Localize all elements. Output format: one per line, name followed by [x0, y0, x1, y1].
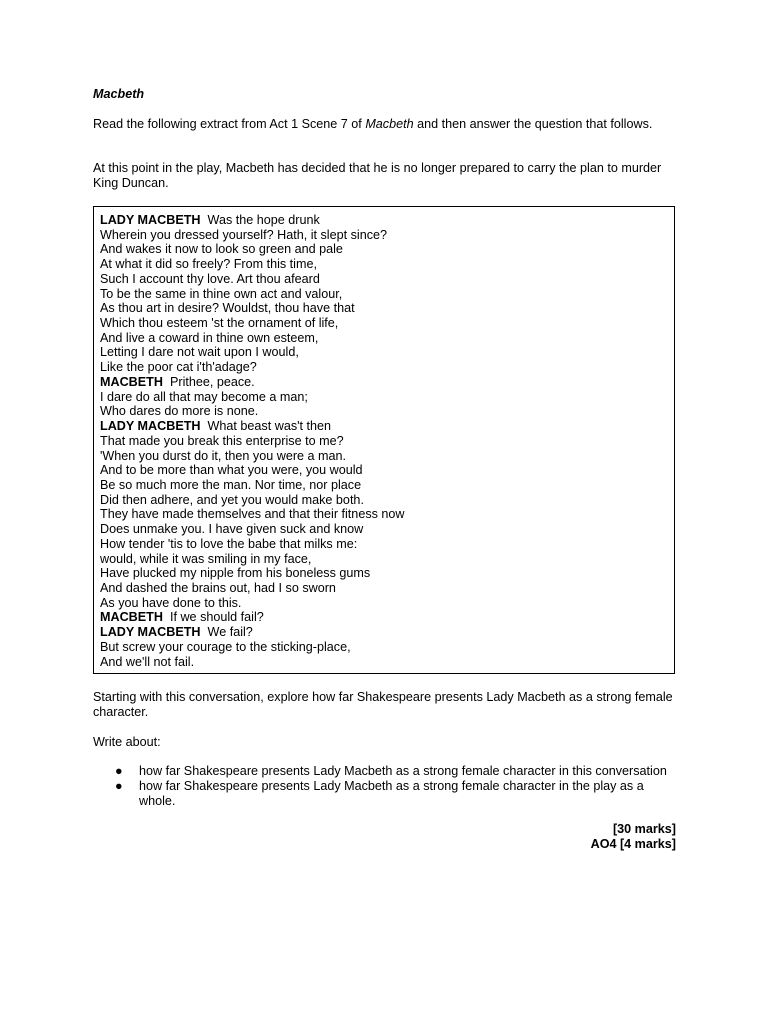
extract-line: [100, 640, 405, 655]
bullet-text: how far Shakespeare presents Lady Macbeth as a strong female character in the play as a whole.: [139, 779, 644, 808]
line-text: What beast was't then: [207, 419, 332, 434]
speaker-name: MACBETH: [100, 374, 163, 389]
extract-line: [100, 522, 405, 537]
instructions-text-end: and then answer the question that follows.: [413, 117, 653, 131]
extract-line: [100, 360, 405, 375]
extract-line: [100, 449, 405, 464]
extract-line: [100, 345, 405, 360]
line-text: As thou art in desire? Wouldst, thou have that: [100, 301, 355, 316]
page-title: Macbeth: [93, 87, 145, 101]
bullet-item: [93, 779, 677, 809]
line-text: As you have done to this.: [100, 595, 242, 610]
line-text: Who dares do more is none.: [100, 404, 259, 419]
extract-line: [100, 566, 405, 581]
extract-line: [100, 610, 405, 625]
line-text: And live a coward in thine own esteem,: [100, 330, 319, 345]
extract-line: [100, 390, 405, 405]
extract-line: [100, 581, 405, 596]
extract-line: [100, 316, 405, 331]
extract-line: [100, 213, 405, 228]
extract-line: [100, 272, 405, 287]
line-text: To be the same in thine own act and valour,: [100, 286, 343, 301]
line-text: If we should fail?: [169, 610, 264, 625]
line-text: Wherein you dressed yourself? Hath, it slept since?: [100, 227, 387, 242]
line-text: And to be more than what you were, you would: [100, 463, 363, 478]
extract-line: [100, 419, 405, 434]
bullet-dot-icon: ●: [115, 779, 123, 793]
instructions: [93, 117, 677, 132]
line-text: At what it did so freely? From this time,: [100, 257, 317, 272]
context-paragraph: At this point in the play, Macbeth has decided that he is no longer prepared to carry the plan to murder King Duncan.: [93, 161, 662, 190]
extract-line: [100, 537, 405, 552]
extract-line: [100, 463, 405, 478]
extract-line: [100, 625, 405, 640]
extract-line: [100, 404, 405, 419]
line-text: Be so much more the man. Nor time, nor place: [100, 477, 362, 492]
extract-line: [100, 655, 405, 670]
speaker-name: LADY MACBETH: [100, 213, 201, 227]
line-text: Was the hope drunk: [207, 213, 320, 227]
line-text: And wakes it now to look so green and pale: [100, 242, 343, 257]
line-text: Like the poor cat i'th'adage?: [100, 360, 257, 375]
bullet-list: [93, 764, 677, 809]
extract-line: [100, 242, 405, 257]
extract-box: [93, 206, 675, 674]
extract-line: [100, 552, 405, 567]
line-text: And we'll not fail.: [100, 654, 195, 669]
line-text: They have made themselves and that their fitness now: [100, 507, 405, 522]
line-text: I dare do all that may become a man;: [100, 389, 308, 404]
speaker-name: MACBETH: [100, 610, 163, 625]
line-text: Prithee, peace.: [169, 374, 255, 389]
line-text: But screw your courage to the sticking-place,: [100, 639, 351, 654]
extract-line: [100, 375, 405, 390]
line-text: Which thou esteem 'st the ornament of life,: [100, 316, 339, 331]
line-text: And dashed the brains out, had I so sworn: [100, 580, 336, 595]
marks-block: [591, 822, 676, 852]
line-text: Did then adhere, and yet you would make both.: [100, 492, 364, 507]
instructions-play-title: Macbeth: [365, 117, 414, 131]
extract-line: [100, 478, 405, 493]
extract-line: [100, 493, 405, 508]
instructions-text-start: Read the following extract from Act 1 Scene 7 of: [93, 117, 366, 131]
extract-line: [100, 434, 405, 449]
extract-line: [100, 507, 405, 522]
extract-line: [100, 287, 405, 302]
line-text: 'When you durst do it, then you were a man.: [100, 448, 347, 463]
line-text: We fail?: [207, 625, 253, 640]
extract-line: [100, 228, 405, 243]
line-text: Does unmake you. I have given suck and know: [100, 522, 364, 537]
extract-line: [100, 596, 405, 611]
bullet-dot-icon: ●: [115, 764, 123, 778]
line-text: Letting I dare not wait upon I would,: [100, 345, 299, 360]
write-about-label: Write about:: [93, 735, 161, 749]
speaker-name: LADY MACBETH: [100, 419, 201, 434]
bullet-item: [93, 764, 677, 779]
line-text: Such I account thy love. Art thou afeard: [100, 271, 320, 286]
question-text: Starting with this conversation, explore how far Shakespeare presents Lady Macbeth as a strong female character.: [93, 690, 673, 719]
ao4-marks: AO4 [4 marks]: [590, 837, 676, 851]
extract-line: [100, 257, 405, 272]
extract-line: [100, 301, 405, 316]
bullet-text: how far Shakespeare presents Lady Macbeth as a strong female character in this conversation: [139, 764, 667, 778]
line-text: That made you break this enterprise to me?: [100, 433, 344, 448]
speaker-name: LADY MACBETH: [100, 625, 201, 640]
line-text: Have plucked my nipple from his boneless gums: [100, 566, 371, 581]
total-marks: [30 marks]: [612, 822, 676, 836]
line-text: would, while it was smiling in my face,: [100, 551, 312, 566]
extract-line: [100, 331, 405, 346]
line-text: How tender 'tis to love the babe that milks me:: [100, 536, 358, 551]
extract-lines: [100, 213, 405, 669]
